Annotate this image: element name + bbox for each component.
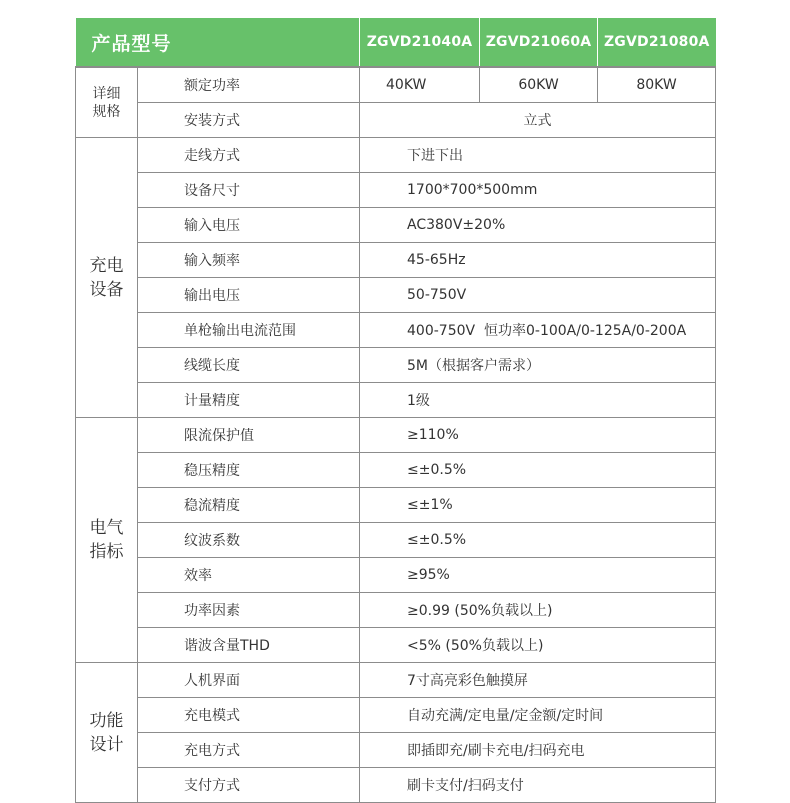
table-row	[76, 733, 716, 768]
table-row	[76, 628, 716, 663]
param-label: 谐波含量THD	[138, 628, 360, 663]
param-label: 人机界面	[138, 663, 360, 698]
table-row	[76, 67, 716, 103]
param-label: 输入频率	[138, 243, 360, 278]
param-label: 额定功率	[138, 67, 360, 103]
param-value: AC380V±20%	[360, 208, 716, 243]
category-detail	[76, 67, 138, 138]
param-value: ≤±0.5%	[360, 453, 716, 488]
table-row	[76, 348, 716, 383]
table-row	[76, 173, 716, 208]
param-value: <5% (50%负载以上)	[360, 628, 716, 663]
param-value: 自动充满/定电量/定金额/定时间	[360, 698, 716, 733]
param-value: 400-750V 恒功率0-100A/0-125A/0-200A	[360, 313, 716, 348]
table-row	[76, 663, 716, 698]
param-label: 计量精度	[138, 383, 360, 418]
param-value: 50-750V	[360, 278, 716, 313]
param-label: 支付方式	[138, 768, 360, 803]
rated-power-80: 80KW	[598, 67, 716, 103]
param-label: 输出电压	[138, 278, 360, 313]
param-label: 限流保护值	[138, 418, 360, 453]
table-row	[76, 453, 716, 488]
param-label: 稳压精度	[138, 453, 360, 488]
param-value: 即插即充/刷卡充电/扫码充电	[360, 733, 716, 768]
table-row	[76, 243, 716, 278]
param-label: 走线方式	[138, 138, 360, 173]
table-row	[76, 768, 716, 803]
table-row	[76, 278, 716, 313]
category-electrical	[76, 418, 138, 663]
param-label: 安装方式	[138, 103, 360, 138]
param-label: 设备尺寸	[138, 173, 360, 208]
param-value: 45-65Hz	[360, 243, 716, 278]
table-row	[76, 488, 716, 523]
table-row	[76, 698, 716, 733]
param-label: 效率	[138, 558, 360, 593]
model-60: ZGVD21060A	[480, 18, 598, 67]
param-label: 功率因素	[138, 593, 360, 628]
param-label: 单枪输出电流范围	[138, 313, 360, 348]
param-label: 稳流精度	[138, 488, 360, 523]
model-80: ZGVD21080A	[598, 18, 716, 67]
param-label: 充电方式	[138, 733, 360, 768]
param-value: ≤±0.5%	[360, 523, 716, 558]
category-electrical-text: 电气 指标	[89, 518, 124, 562]
category-detail-text: 详细 规格	[92, 85, 121, 120]
product-model-label: 产品型号	[76, 18, 360, 67]
category-charging	[76, 138, 138, 418]
table-row	[76, 103, 716, 138]
model-40: ZGVD21040A	[360, 18, 480, 67]
param-label: 输入电压	[138, 208, 360, 243]
table-row	[76, 383, 716, 418]
param-label: 纹波系数	[138, 523, 360, 558]
rated-power-40: 40KW	[360, 67, 480, 103]
table-row	[76, 208, 716, 243]
table-row	[76, 418, 716, 453]
param-value: 刷卡支付/扫码支付	[360, 768, 716, 803]
header-row	[76, 18, 716, 67]
param-label: 线缆长度	[138, 348, 360, 383]
param-value: 1级	[360, 383, 716, 418]
param-value: 7寸高亮彩色触摸屏	[360, 663, 716, 698]
param-value: ≤±1%	[360, 488, 716, 523]
category-function	[76, 663, 138, 803]
table-row	[76, 593, 716, 628]
rated-power-60: 60KW	[480, 67, 598, 103]
param-value: ≥0.99 (50%负载以上)	[360, 593, 716, 628]
table-row	[76, 313, 716, 348]
table-row	[76, 523, 716, 558]
param-value: 下进下出	[360, 138, 716, 173]
param-label: 充电模式	[138, 698, 360, 733]
param-value: ≥95%	[360, 558, 716, 593]
table-row	[76, 138, 716, 173]
installation-value: 立式	[360, 103, 716, 138]
table-row	[76, 558, 716, 593]
param-value: ≥110%	[360, 418, 716, 453]
category-function-text: 功能 设计	[89, 710, 124, 755]
category-charging-text: 充电 设备	[89, 255, 124, 300]
param-value: 1700*700*500mm	[360, 173, 716, 208]
param-value: 5M（根据客户需求）	[360, 348, 716, 383]
spec-table	[75, 18, 716, 803]
